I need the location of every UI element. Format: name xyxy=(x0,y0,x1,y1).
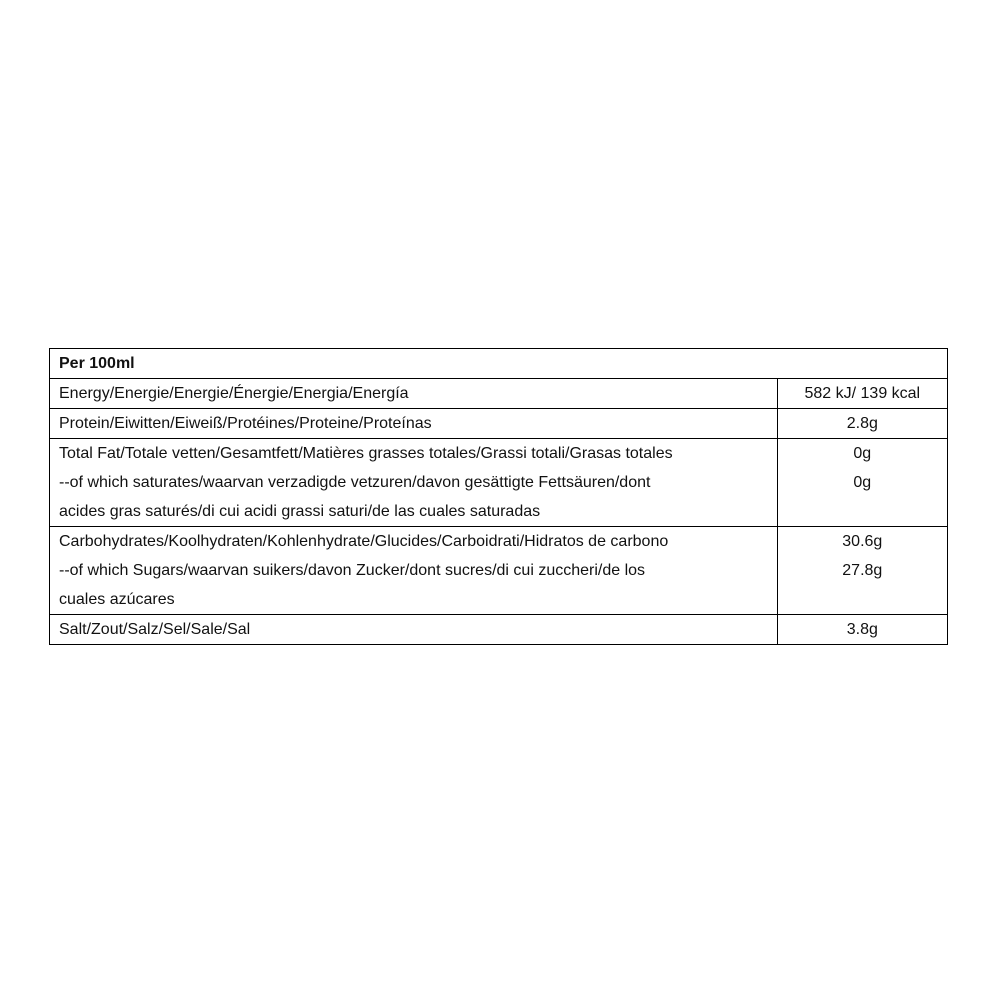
nutrient-name-cell xyxy=(50,409,778,439)
nutrient-value: 3.8g xyxy=(846,621,878,638)
nutrient-name: Protein/Eiwitten/Eiweiß/Protéines/Proteine/Proteínas xyxy=(59,415,432,432)
nutrient-name-cell xyxy=(50,527,778,615)
nutrient-name-cell xyxy=(50,379,778,409)
nutrient-subvalue: 0g xyxy=(853,474,872,491)
nutrient-name-cell xyxy=(50,615,778,645)
nutrient-value-cell xyxy=(777,615,947,645)
nutrient-value-cell xyxy=(777,379,947,409)
nutrient-name: Salt/Zout/Salz/Sel/Sale/Sal xyxy=(59,621,251,638)
nutrient-name: Energy/Energie/Energie/Énergie/Energia/Energía xyxy=(59,385,409,402)
nutrient-value: 582 kJ/ 139 kcal xyxy=(804,385,921,402)
nutrient-value-cell xyxy=(777,409,947,439)
nutrient-subname: --of which saturates/waarvan verzadigde vetzuren/davon gesättigte Fettsäuren/dont xyxy=(59,474,651,491)
nutrient-subvalue-empty xyxy=(787,585,938,614)
table-row-fat xyxy=(50,439,948,527)
table-header: Per 100ml xyxy=(50,349,948,379)
nutrient-value-cell xyxy=(777,439,947,527)
nutrient-subvalue-empty xyxy=(787,497,938,526)
nutrient-value: 30.6g xyxy=(842,533,883,550)
nutrition-table xyxy=(49,348,948,645)
nutrient-value: 2.8g xyxy=(846,415,878,432)
nutrient-name: Carbohydrates/Koolhydraten/Kohlenhydrate/Glucides/Carboidrati/Hidratos de carbono xyxy=(59,533,669,550)
table-row-salt xyxy=(50,615,948,645)
table-header-row xyxy=(50,349,948,379)
nutrient-value: 0g xyxy=(853,445,872,462)
nutrient-name-cell xyxy=(50,439,778,527)
nutrient-subname-continued: acides gras saturés/di cui acidi grassi saturi/de las cuales saturadas xyxy=(59,503,541,520)
table-row-energy xyxy=(50,379,948,409)
nutrient-value-cell xyxy=(777,527,947,615)
nutrient-subvalue: 27.8g xyxy=(842,562,883,579)
nutrient-subname: --of which Sugars/waarvan suikers/davon Zucker/dont sucres/di cui zuccheri/de los xyxy=(59,562,646,579)
table-row-protein xyxy=(50,409,948,439)
nutrient-name: Total Fat/Totale vetten/Gesamtfett/Matières grasses totales/Grassi totali/Grasas totales xyxy=(59,445,673,462)
nutrient-subname-continued: cuales azúcares xyxy=(59,591,175,608)
table-row-carbohydrates xyxy=(50,527,948,615)
